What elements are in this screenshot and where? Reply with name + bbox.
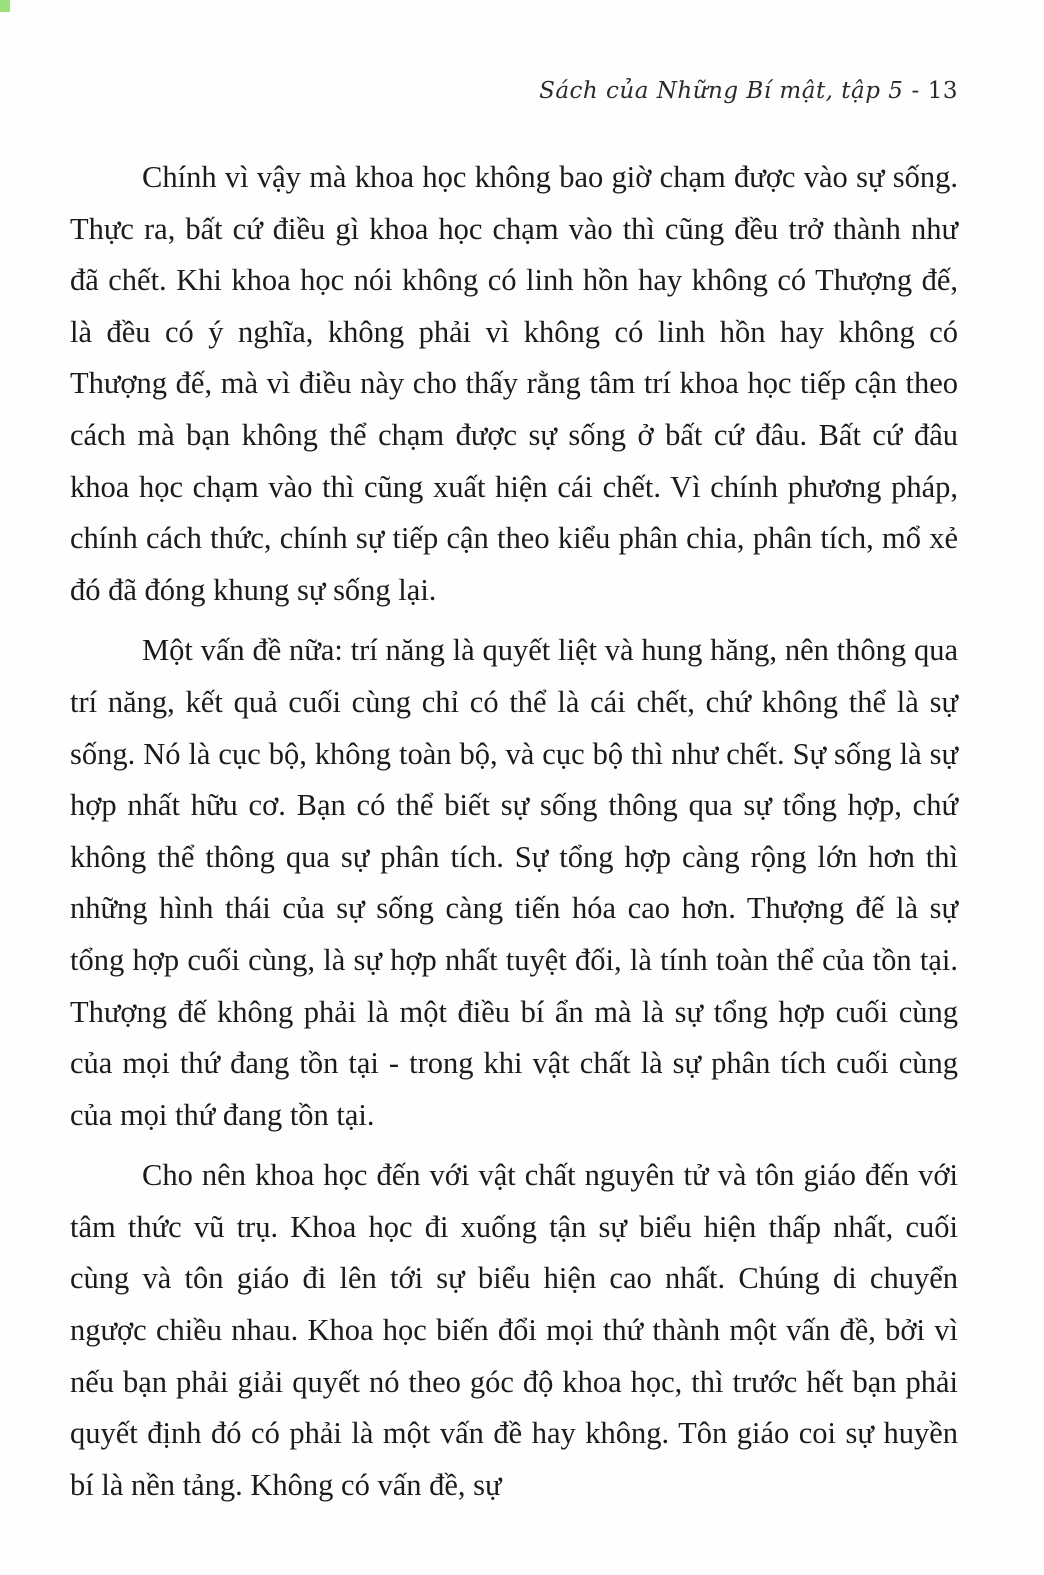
paragraph-1: Chính vì vậy mà khoa học không bao giờ chạm được vào sự sống. Thực ra, bất cứ điều gì khoa học chạm vào thì cũng đều trở thành như đã chết. Khi khoa học nói không có linh hồn hay không có Thượng đế, là đều có ý nghĩa, không phải vì không có linh hồn hay không có Thượng đế, mà vì điều này cho thấy rằng tâm trí khoa học tiếp cận theo cách mà bạn không thể chạm được sự sống ở bất cứ đâu. Bất cứ đâu khoa học chạm vào thì cũng xuất hiện cái chết. Vì chính phương pháp, chính cách thức, chính sự tiếp cận theo kiểu phân chia, phân tích, mổ xẻ đó đã đóng khung sự sống lại. <box>70 160 958 607</box>
paragraph-2: Một vấn đề nữa: trí năng là quyết liệt và hung hăng, nên thông qua trí năng, kết quả cuối cùng chỉ có thể là cái chết, chứ không thể là sự sống. Nó là cục bộ, không toàn bộ, và cục bộ thì như chết. Sự sống là sự hợp nhất hữu cơ. Bạn có thể biết sự sống thông qua sự tổng hợp, chứ không thể thông qua sự phân tích. Sự tổng hợp càng rộng lớn hơn thì những hình thái của sự sống càng tiến hóa cao hơn. Thượng đế là sự tổng hợp cuối cùng, là sự hợp nhất tuyệt đối, là tính toàn thể của tồn tại. Thượng đế không phải là một điều bí ẩn mà là sự tổng hợp cuối cùng của mọi thứ đang tồn tại - trong khi vật chất là sự phân tích cuối cùng của mọi thứ đang tồn tại. <box>70 633 958 1132</box>
scan-corner-mark <box>0 0 10 12</box>
header-separator: - <box>911 78 920 104</box>
book-title: Sách của Những Bí mật, tập 5 <box>539 78 904 104</box>
paragraph-3: Cho nên khoa học đến với vật chất nguyên tử và tôn giáo đến với tâm thức vũ trụ. Khoa học đi xuống tận sự biểu hiện thấp nhất, cuối cùng và tôn giáo đi lên tới sự biểu hiện cao nhất. Chúng di chuyển ngược chiều nhau. Khoa học biến đổi mọi thứ thành một vấn đề, bởi vì nếu bạn phải giải quyết nó theo góc độ khoa học, thì trước hết bạn phải quyết định đó có phải là một vấn đề hay không. Tôn giáo coi sự huyền bí là nền tảng. Không có vấn đề, sự <box>70 1158 958 1502</box>
page-number: 13 <box>927 78 958 104</box>
page-body <box>70 152 958 1520</box>
running-header <box>539 78 958 104</box>
